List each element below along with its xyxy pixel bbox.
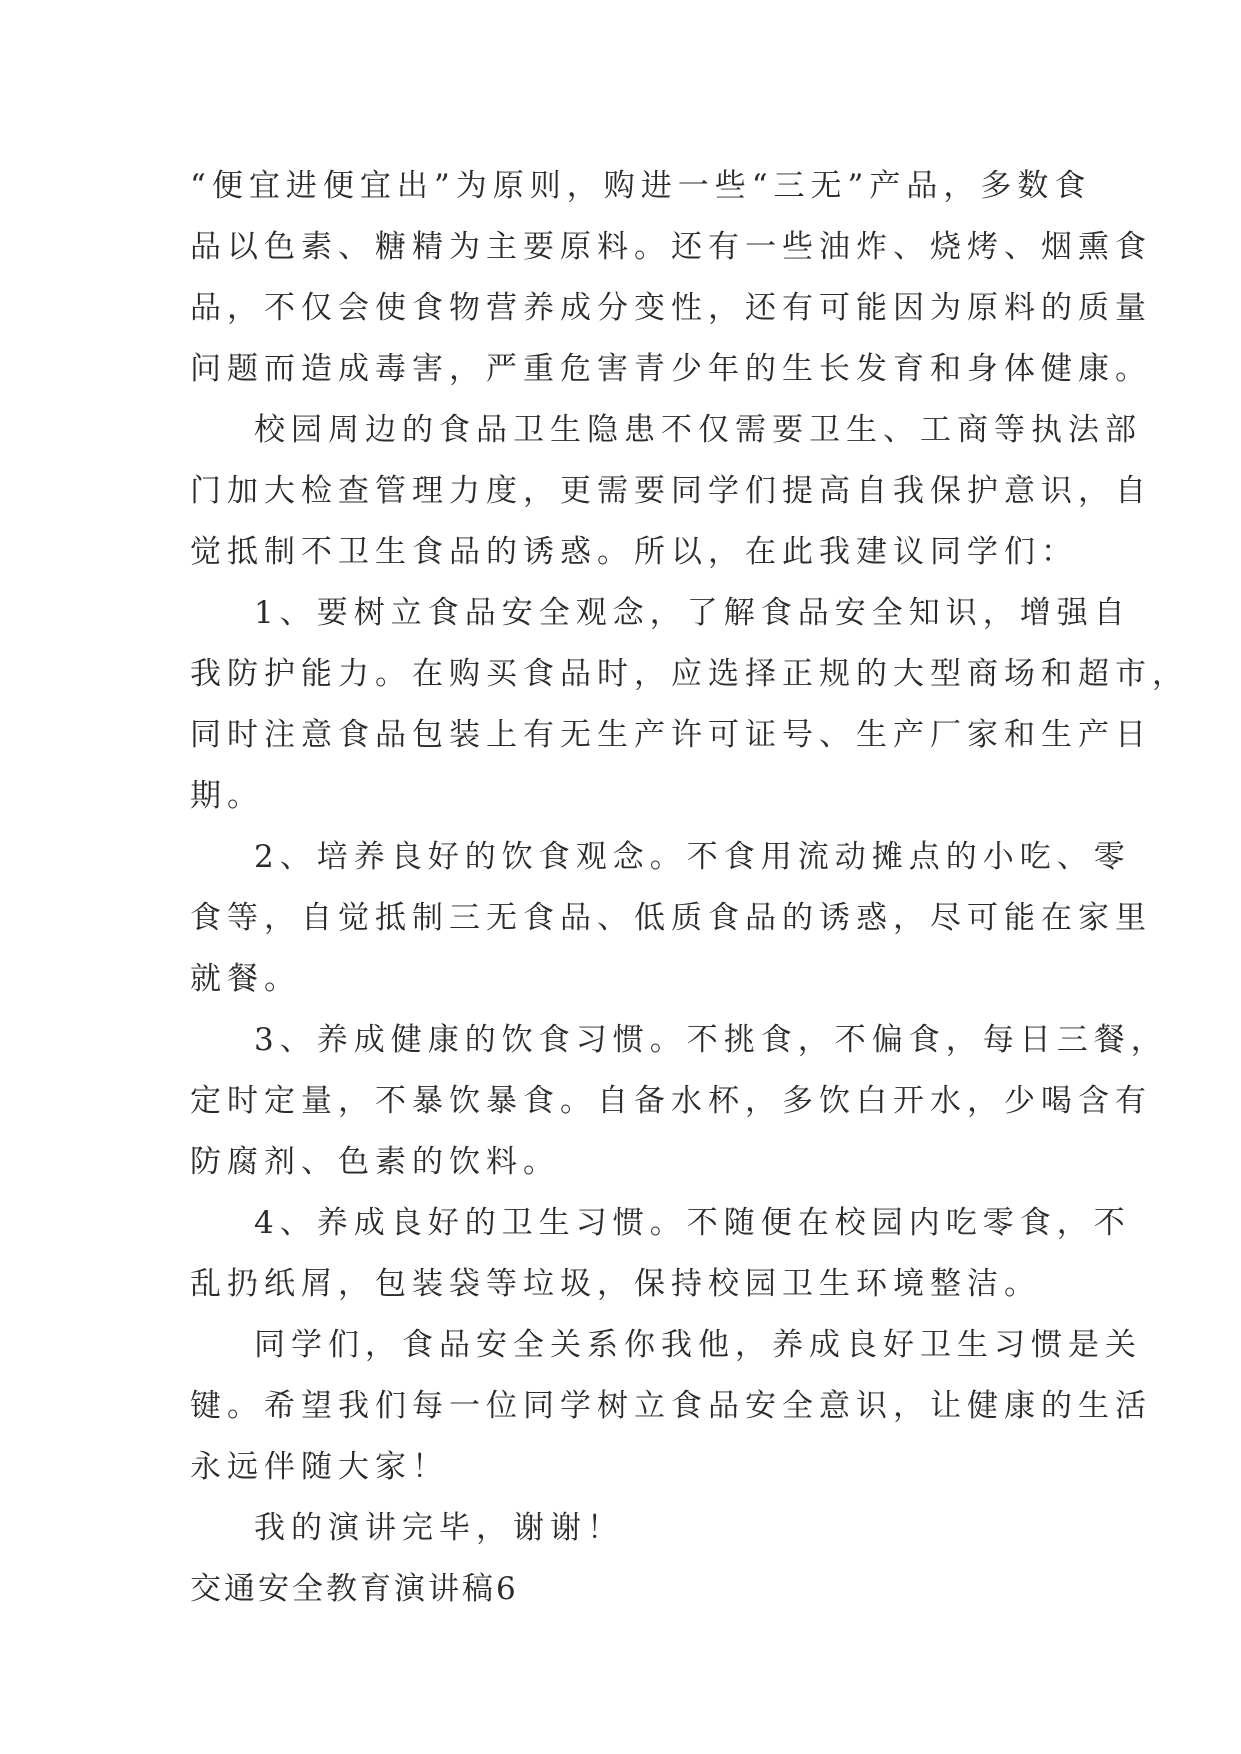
paragraph-line: 品，不仅会使食物营养成分变性，还有可能因为原料的质量: [190, 290, 1152, 326]
section-heading: 交通安全教育演讲稿6: [190, 1571, 519, 1607]
paragraph-line: 永远伴随大家！: [190, 1449, 449, 1485]
paragraph-line: 校园周边的食品卫生隐患不仅需要卫生、工商等执法部: [254, 412, 1142, 448]
paragraph-line: 同时注意食品包装上有无生产许可证号、生产厂家和生产日: [190, 717, 1152, 753]
paragraph-line: 1、要树立食品安全观念，了解食品安全知识，增强自: [254, 595, 1131, 631]
paragraph-line: 觉抵制不卫生食品的诱惑。所以，在此我建议同学们：: [190, 534, 1078, 570]
paragraph-line: 就餐。: [190, 961, 301, 997]
document-body: [190, 156, 1189, 1620]
paragraph-line: 品以色素、糖精为主要原料。还有一些油炸、烧烤、烟熏食: [190, 229, 1152, 265]
paragraph-line: 门加大检查管理力度，更需要同学们提高自我保护意识，自: [190, 473, 1152, 509]
paragraph-line: 键。希望我们每一位同学树立食品安全意识，让健康的生活: [190, 1388, 1152, 1424]
paragraph-line: 乱扔纸屑，包装袋等垃圾，保持校园卫生环境整洁。: [190, 1266, 1041, 1302]
paragraph-line: 3、养成健康的饮食习惯。不挑食，不偏食，每日三餐，: [254, 1022, 1168, 1058]
paragraph-line: 4、养成良好的卫生习惯。不随便在校园内吃零食，不: [254, 1205, 1131, 1241]
paragraph-line: 食等，自觉抵制三无食品、低质食品的诱惑，尽可能在家里: [190, 900, 1152, 936]
paragraph-line: 同学们，食品安全关系你我他，养成良好卫生习惯是关: [254, 1327, 1142, 1363]
paragraph-line: 问题而造成毒害，严重危害青少年的生长发育和身体健康。: [190, 351, 1152, 387]
paragraph-line: 我的演讲完毕，谢谢！: [254, 1510, 624, 1546]
paragraph-line: 我防护能力。在购买食品时，应选择正规的大型商场和超市，: [190, 656, 1189, 692]
paragraph-line: 期。: [190, 778, 264, 814]
paragraph-line: 2、培养良好的饮食观念。不食用流动摊点的小吃、零: [254, 839, 1131, 875]
paragraph-line: 防腐剂、色素的饮料。: [190, 1144, 560, 1180]
paragraph-line: “便宜进便宜出”为原则，购进一些“三无”产品，多数食: [190, 168, 1092, 204]
paragraph-line: 定时定量，不暴饮暴食。自备水杯，多饮白开水，少喝含有: [190, 1083, 1152, 1119]
